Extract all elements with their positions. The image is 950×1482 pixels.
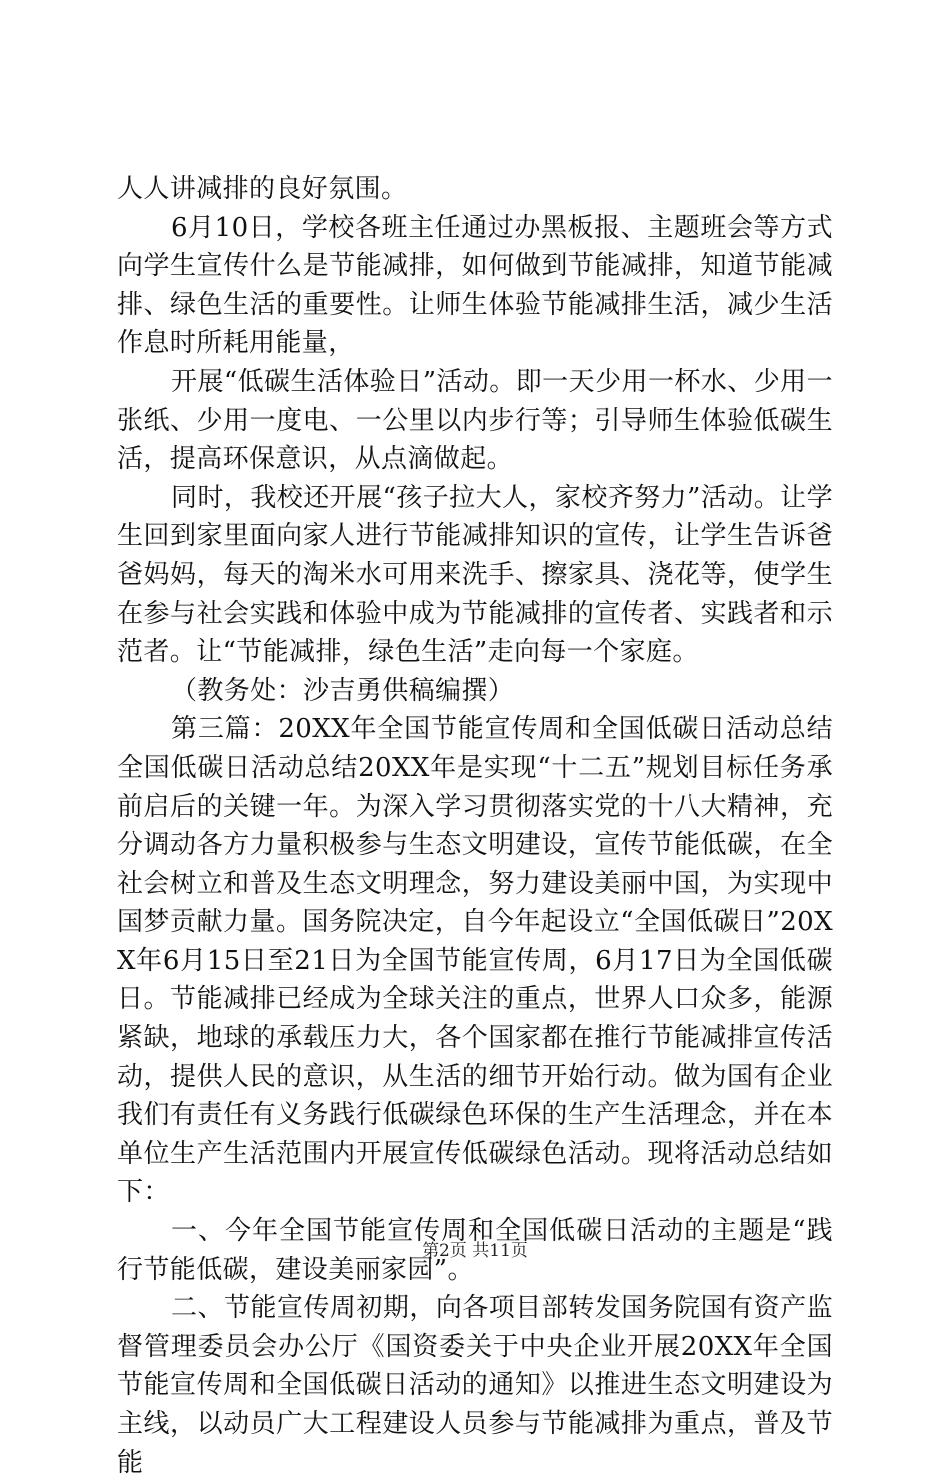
paragraph-theme: 一、今年全国节能宣传周和全国低碳日活动的主题是“践行节能低碳，建设美丽家园”。 [117, 1216, 833, 1285]
paragraph-continuation: 人人讲减排的良好氛围。 [117, 174, 408, 204]
paragraph-family-activity: 同时，我校还开展“孩子拉大人，家校齐努力”活动。让学生回到家里面向家人进行节能减排知识的宣传，让学生告诉爸爸妈妈，每天的淘米水可用来洗手、擦家具、浇花等，使学生在参与社会实践和体验中成为节能减排的宣传者、实践者和示范者。让“节能减排，绿色生活”走向每一个家庭。 [117, 482, 833, 668]
paragraph-part-three: 第三篇：20XX年全国节能宣传周和全国低碳日活动总结全国低碳日活动总结20XX年是实现“十二五”规划目标任务承前启后的关键一年。为深入学习贯彻落实党的十八大精神，充分调动各方力量积极参与生态文明建设，宣传节能低碳，在全社会树立和普及生态文明理念，努力建设美丽中国，为实现中国梦贡献力量。国务院决定，自今年起设立“全国低碳日”20XX年6月15日至21日为全国节能宣传周，6月17日为全国低碳日。节能减排已经成为全球关注的重点，世界人口众多，能源紧缺，地球的承载压力大，各个国家都在推行节能减排宣传活动，提供人民的意识，从生活的细节开始行动。做为国有企业我们有责任有义务践行低碳绿色环保的生产生活理念，并在本单位生产生活范围内开展宣传低碳绿色活动。现将活动总结如下： [117, 714, 833, 1208]
paragraph-june-10: 6月10日，学校各班主任通过办黑板报、主题班会等方式向学生宣传什么是节能减排，如何做到节能减排，知道节能减排、绿色生活的重要性。让师生体验节能减排生活，减少生活作息时所耗用能量， [117, 212, 833, 359]
document-body [117, 170, 833, 1482]
paragraph-author-credit: （教务处：沙吉勇供稿编撰） [171, 675, 515, 706]
page-number-footer: 第2页 共11页 [422, 1241, 528, 1261]
paragraph-promotion-week: 二、节能宣传周初期，向各项目部转发国务院国有资产监督管理委员会办公厅《国资委关于中央企业开展20XX年全国节能宣传周和全国低碳日活动的通知》以推进生态文明建设为主线，以动员广大工程建设人员参与节能减排为重点，普及节能 [117, 1293, 833, 1478]
paragraph-low-carbon-day: 开展“低碳生活体验日”活动。即一天少用一杯水、少用一张纸、少用一度电、一公里以内步行等；引导师生体验低碳生活，提高环保意识，从点滴做起。 [117, 366, 833, 475]
